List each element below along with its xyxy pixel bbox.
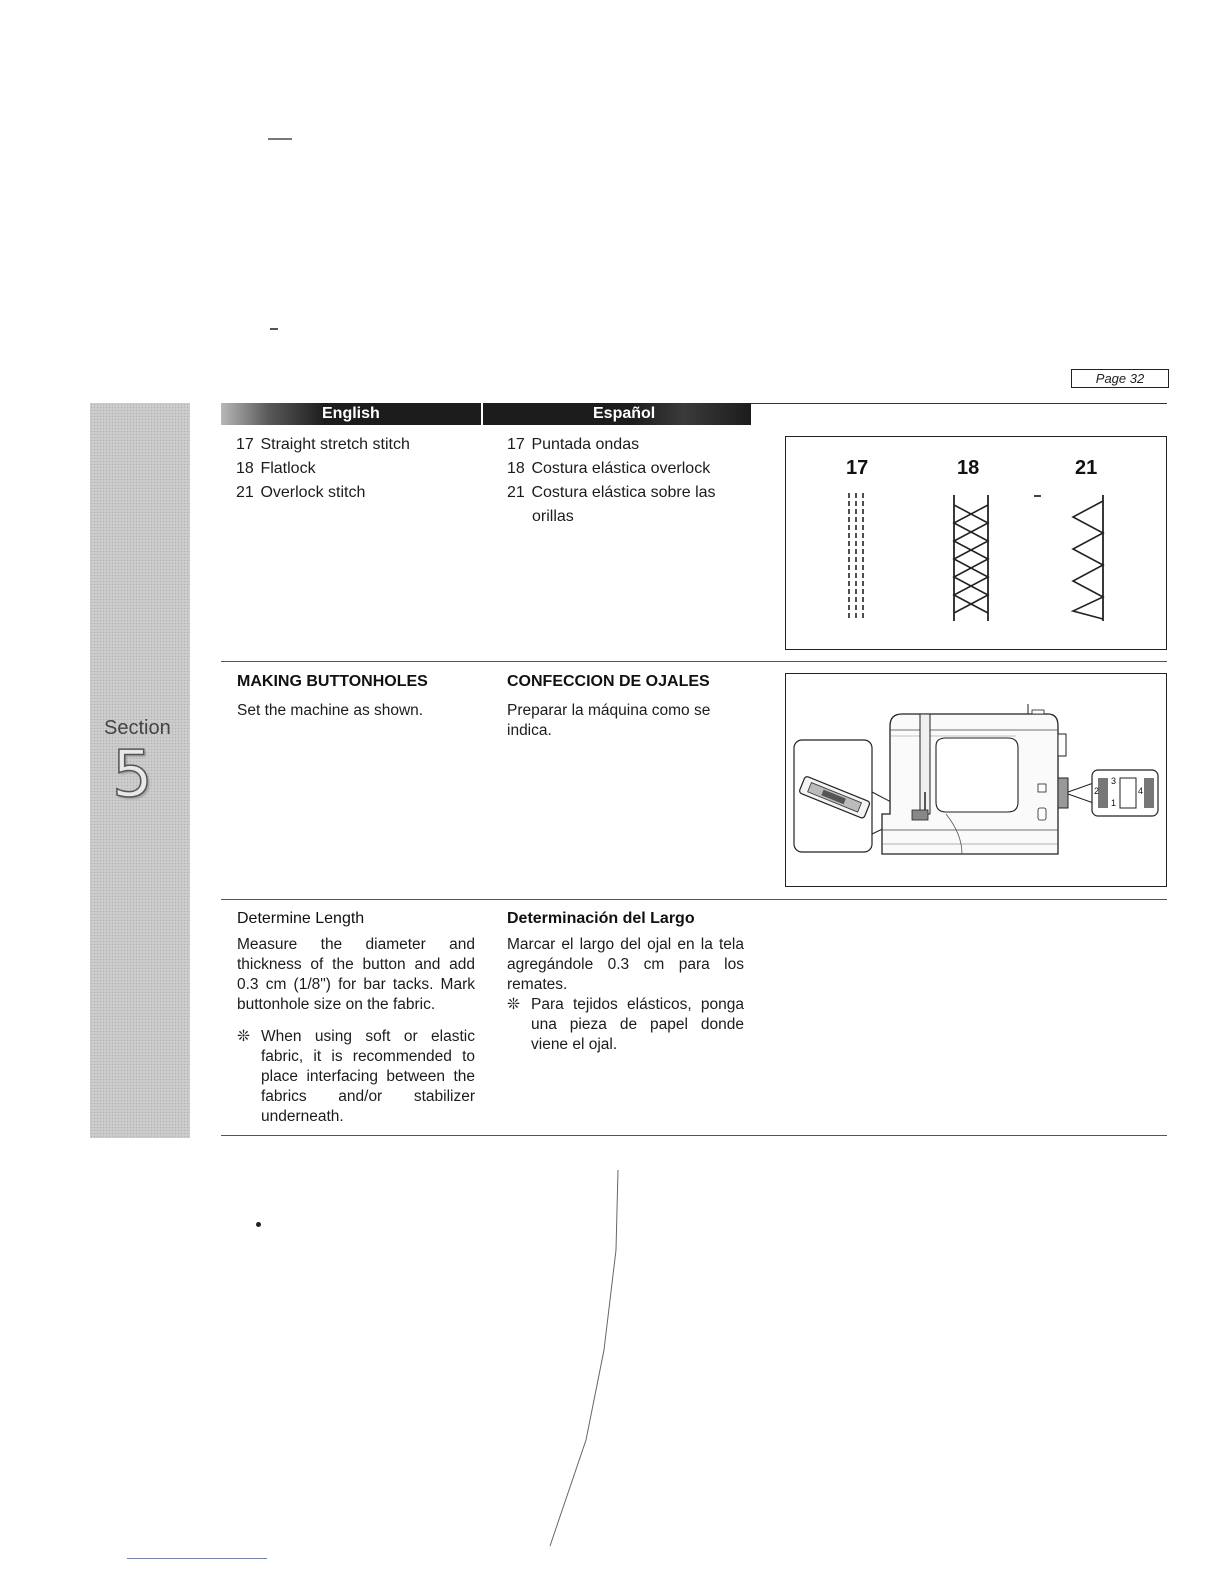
section-rule xyxy=(221,899,1167,900)
flatlock-stitch-diagram xyxy=(950,493,992,623)
stitch-item: 18 Flatlock xyxy=(236,460,316,477)
stitch-item: 17 Straight stretch stitch xyxy=(236,436,410,453)
determinacion-largo-note: ❊ Para tejidos elásticos, ponga una pieza de papel donde viene el ojal. xyxy=(507,996,744,1053)
stitch-label-18: 18 xyxy=(957,457,980,479)
scan-speck xyxy=(256,1222,261,1227)
english-header-label: English xyxy=(322,405,380,422)
section-rule xyxy=(221,661,1167,662)
determine-length-text: Measure the diameter and thickness of the button and add 0.3 cm (1/8") for bar tacks. Mark buttonhole size on the fabric. xyxy=(237,936,475,1013)
asterisk-icon: ❊ xyxy=(507,996,520,1013)
making-buttonholes-text: Set the machine as shown. xyxy=(237,702,424,719)
determine-length-note: ❊ When using soft or elastic fabric, it is recommended to place interfacing between the fabrics and/or stabilizer underneath. xyxy=(237,1028,475,1125)
scan-underline xyxy=(127,1558,267,1559)
stitch-item: 18 Costura elástica overlock xyxy=(507,460,711,477)
asterisk-icon: ❊ xyxy=(237,1028,250,1045)
dial-number: 1 xyxy=(1111,798,1117,808)
determine-length-heading: Determine Length xyxy=(237,910,365,927)
dial-number: 4 xyxy=(1138,786,1144,796)
stitch-label-21: 21 xyxy=(1075,457,1098,479)
stitch-item: 21 Overlock stitch xyxy=(236,484,366,501)
section-label: Section xyxy=(104,717,171,739)
stitch-item: 21 Costura elástica sobre las orillas xyxy=(507,484,716,525)
making-buttonholes-heading: MAKING BUTTONHOLES xyxy=(237,673,428,690)
header-rule xyxy=(751,403,1167,404)
overlock-stitch-diagram xyxy=(1069,493,1111,623)
page-number-box xyxy=(1071,369,1169,388)
stitch-pattern-figure xyxy=(785,436,1167,650)
confeccion-ojales-heading: CONFECCION DE OJALES xyxy=(507,673,710,690)
determinacion-largo-text: Marcar el largo del ojal en la tela agregándole 0.3 cm para los remates. xyxy=(507,936,744,993)
straight-stretch-stitch-diagram xyxy=(844,493,868,623)
stitch-item: 17 Puntada ondas xyxy=(507,436,640,453)
scan-crease-line xyxy=(540,1170,630,1550)
section-rule xyxy=(221,1135,1167,1136)
section-number: 5 xyxy=(112,738,153,812)
scan-speck xyxy=(1034,495,1041,497)
stitch-list-spanish xyxy=(507,433,757,529)
sewing-machine-illustration xyxy=(786,674,1166,886)
dial-number: 2 xyxy=(1094,786,1100,796)
page-number: Page 32 xyxy=(1095,371,1145,386)
confeccion-ojales-text: Preparar la máquina como se indica. xyxy=(507,702,711,739)
machine-setup-figure xyxy=(785,673,1167,887)
determinacion-largo-heading: Determinación del Largo xyxy=(507,910,695,927)
spanish-header-label: Español xyxy=(593,405,656,422)
dial-number: 3 xyxy=(1111,776,1117,786)
scan-speck xyxy=(270,328,278,330)
stitch-label-17: 17 xyxy=(846,457,869,479)
scan-speck xyxy=(268,138,292,140)
stitch-list-english xyxy=(236,433,486,505)
